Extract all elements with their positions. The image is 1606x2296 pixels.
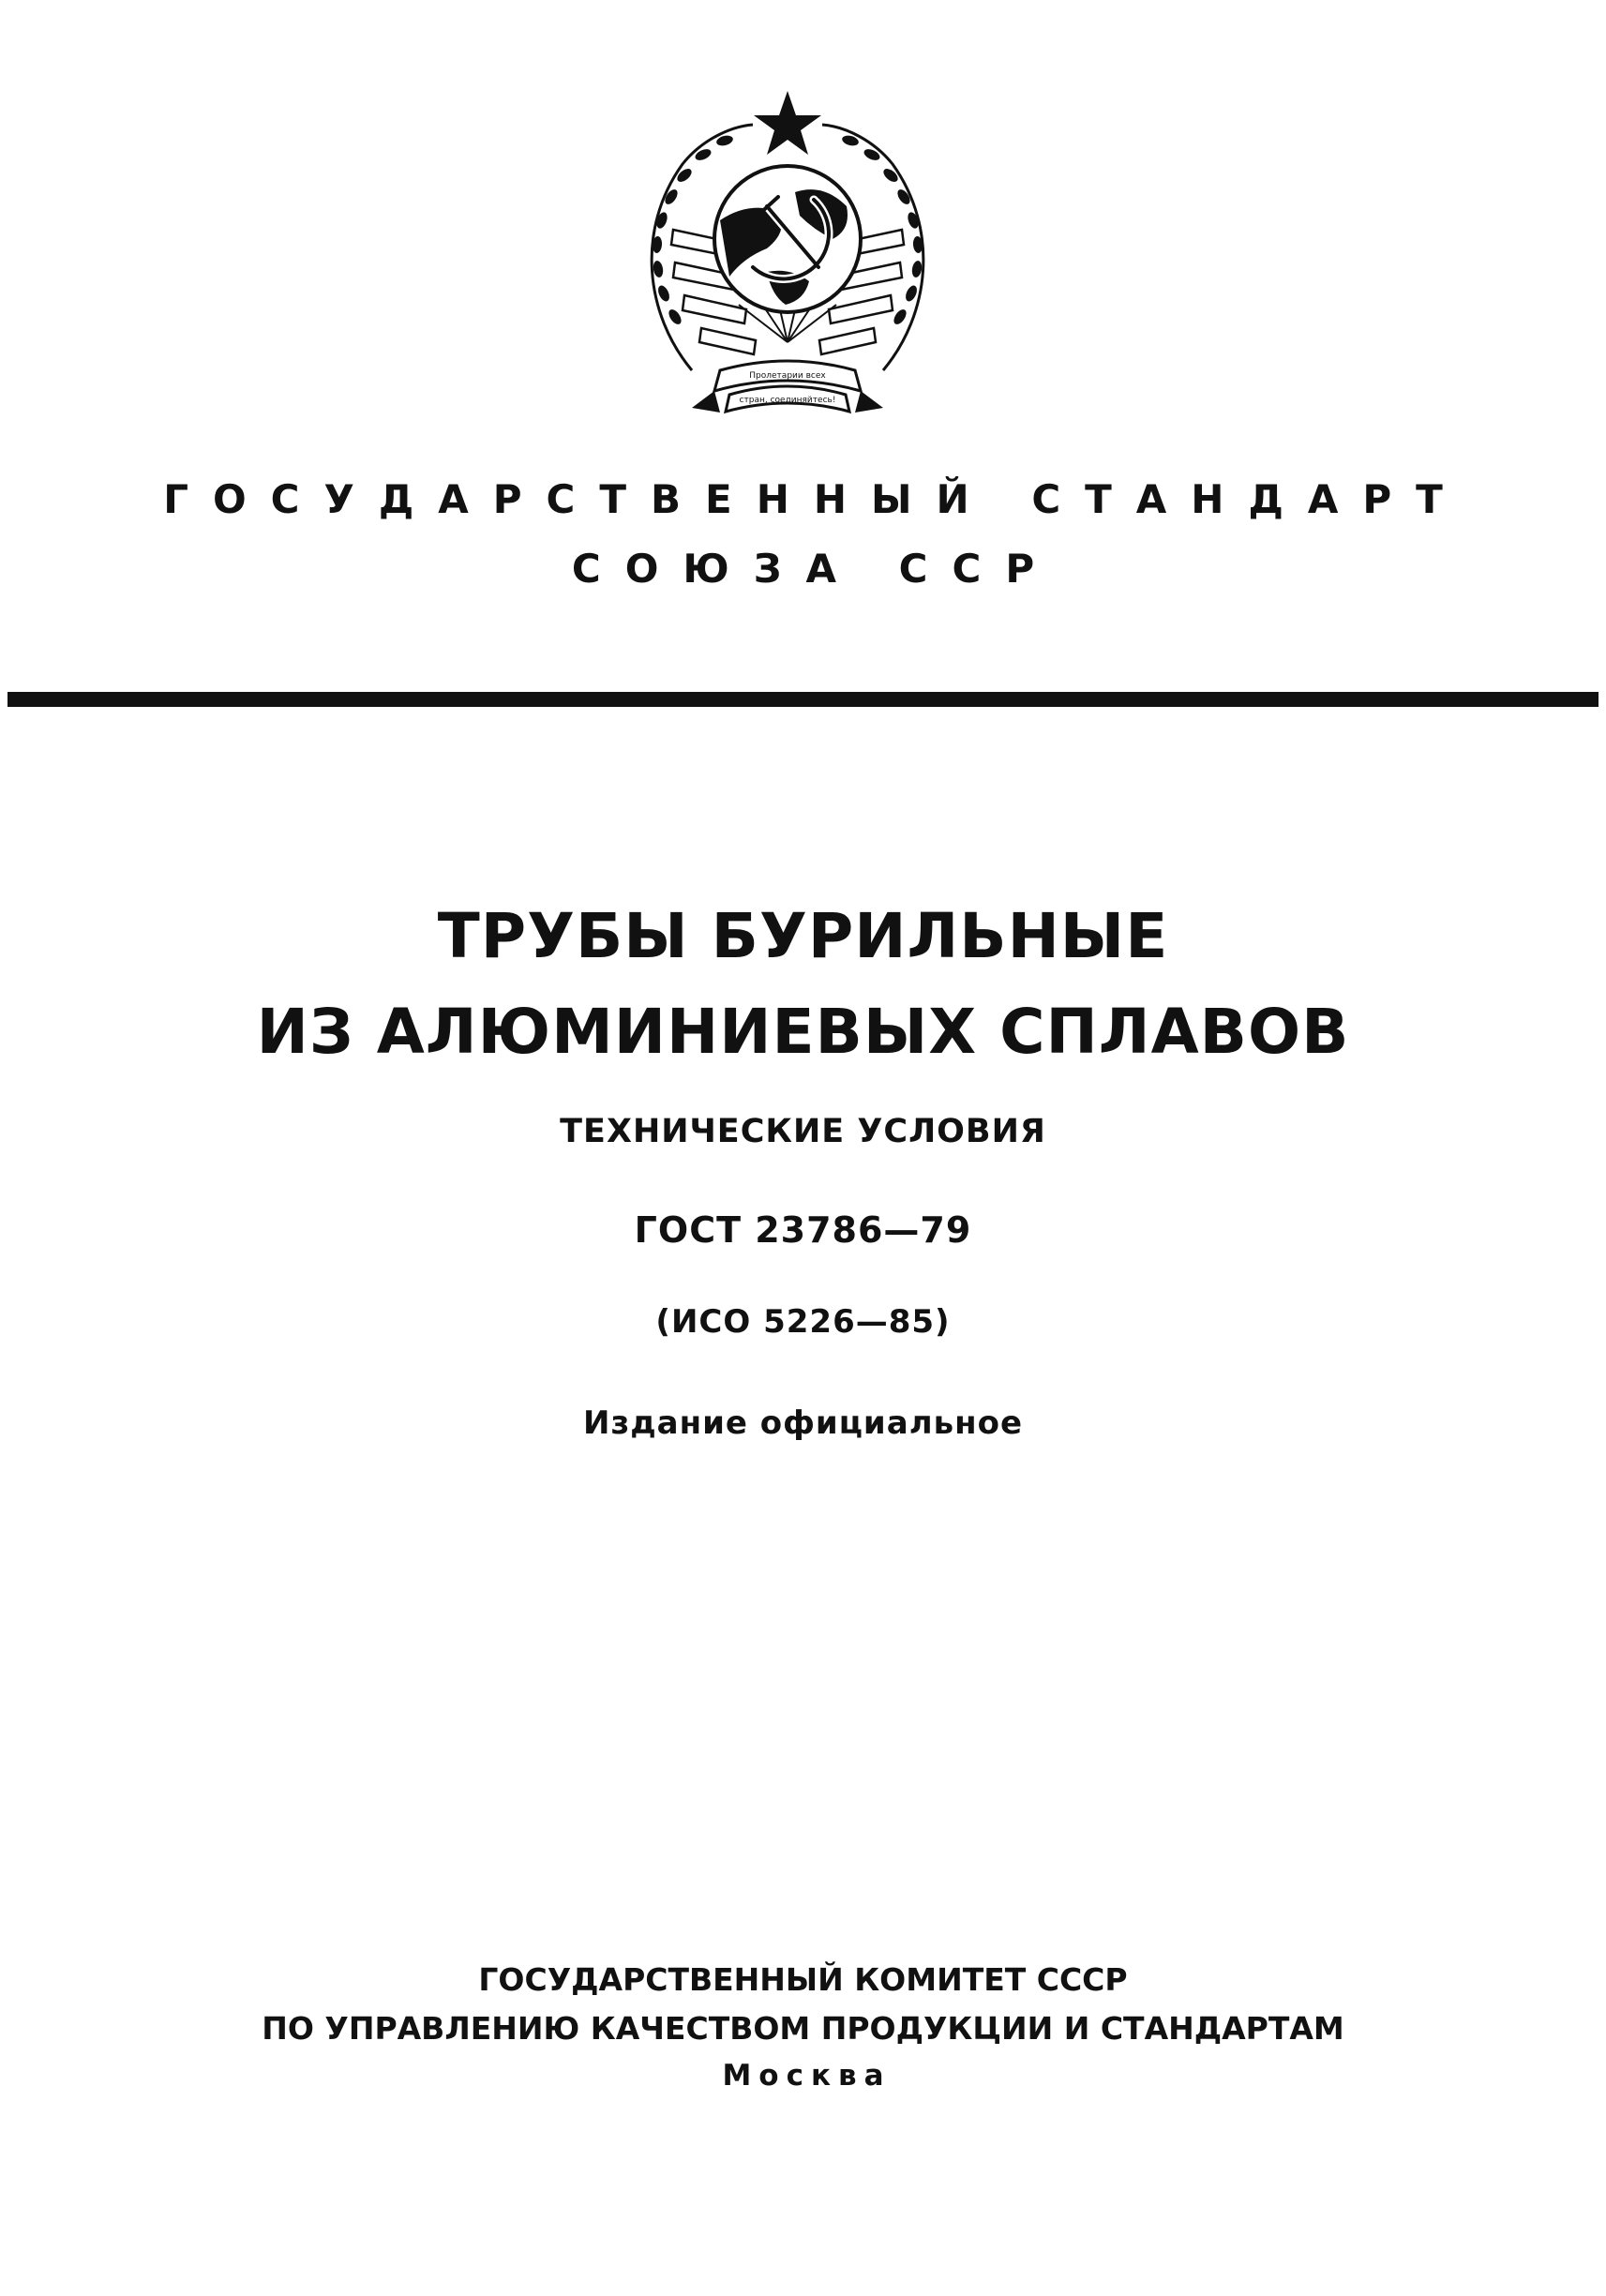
publisher-line-2: ПО УПРАВЛЕНИЮ КАЧЕСТВОМ ПРОДУКЦИИ И СТАНДАРТАМ — [262, 2010, 1344, 2047]
publisher-line-1: ГОСУДАРСТВЕННЫЙ КОМИТЕТ СССР — [478, 1961, 1128, 1998]
header-divider — [8, 692, 1598, 707]
ussr-state-emblem-icon — [626, 89, 949, 436]
header-line-2: СОЮЗА ССР — [571, 546, 1059, 592]
star-icon — [754, 91, 821, 155]
header-line-1: ГОСУДАРСТВЕННЫЙ СТАНДАРТ — [163, 476, 1467, 522]
document-title-line-1: ТРУБЫ БУРИЛЬНЫЕ — [437, 900, 1169, 972]
edition-label: Издание официальное — [582, 1404, 1024, 1442]
svg-text:Пролетарии всех: Пролетарии всех — [749, 371, 826, 381]
document-title-line-2: ИЗ АЛЮМИНИЕВЫХ СПЛАВОВ — [256, 996, 1350, 1068]
document-subtitle: ТЕХНИЧЕСКИЕ УСЛОВИЯ — [560, 1113, 1046, 1150]
iso-number: (ИСО 5226—85) — [655, 1303, 951, 1341]
gost-number: ГОСТ 23786—79 — [634, 1209, 972, 1251]
svg-text:стран, соединяйтесь!: стран, соединяйтесь! — [739, 396, 836, 405]
publisher-city: Москва — [722, 2059, 892, 2093]
